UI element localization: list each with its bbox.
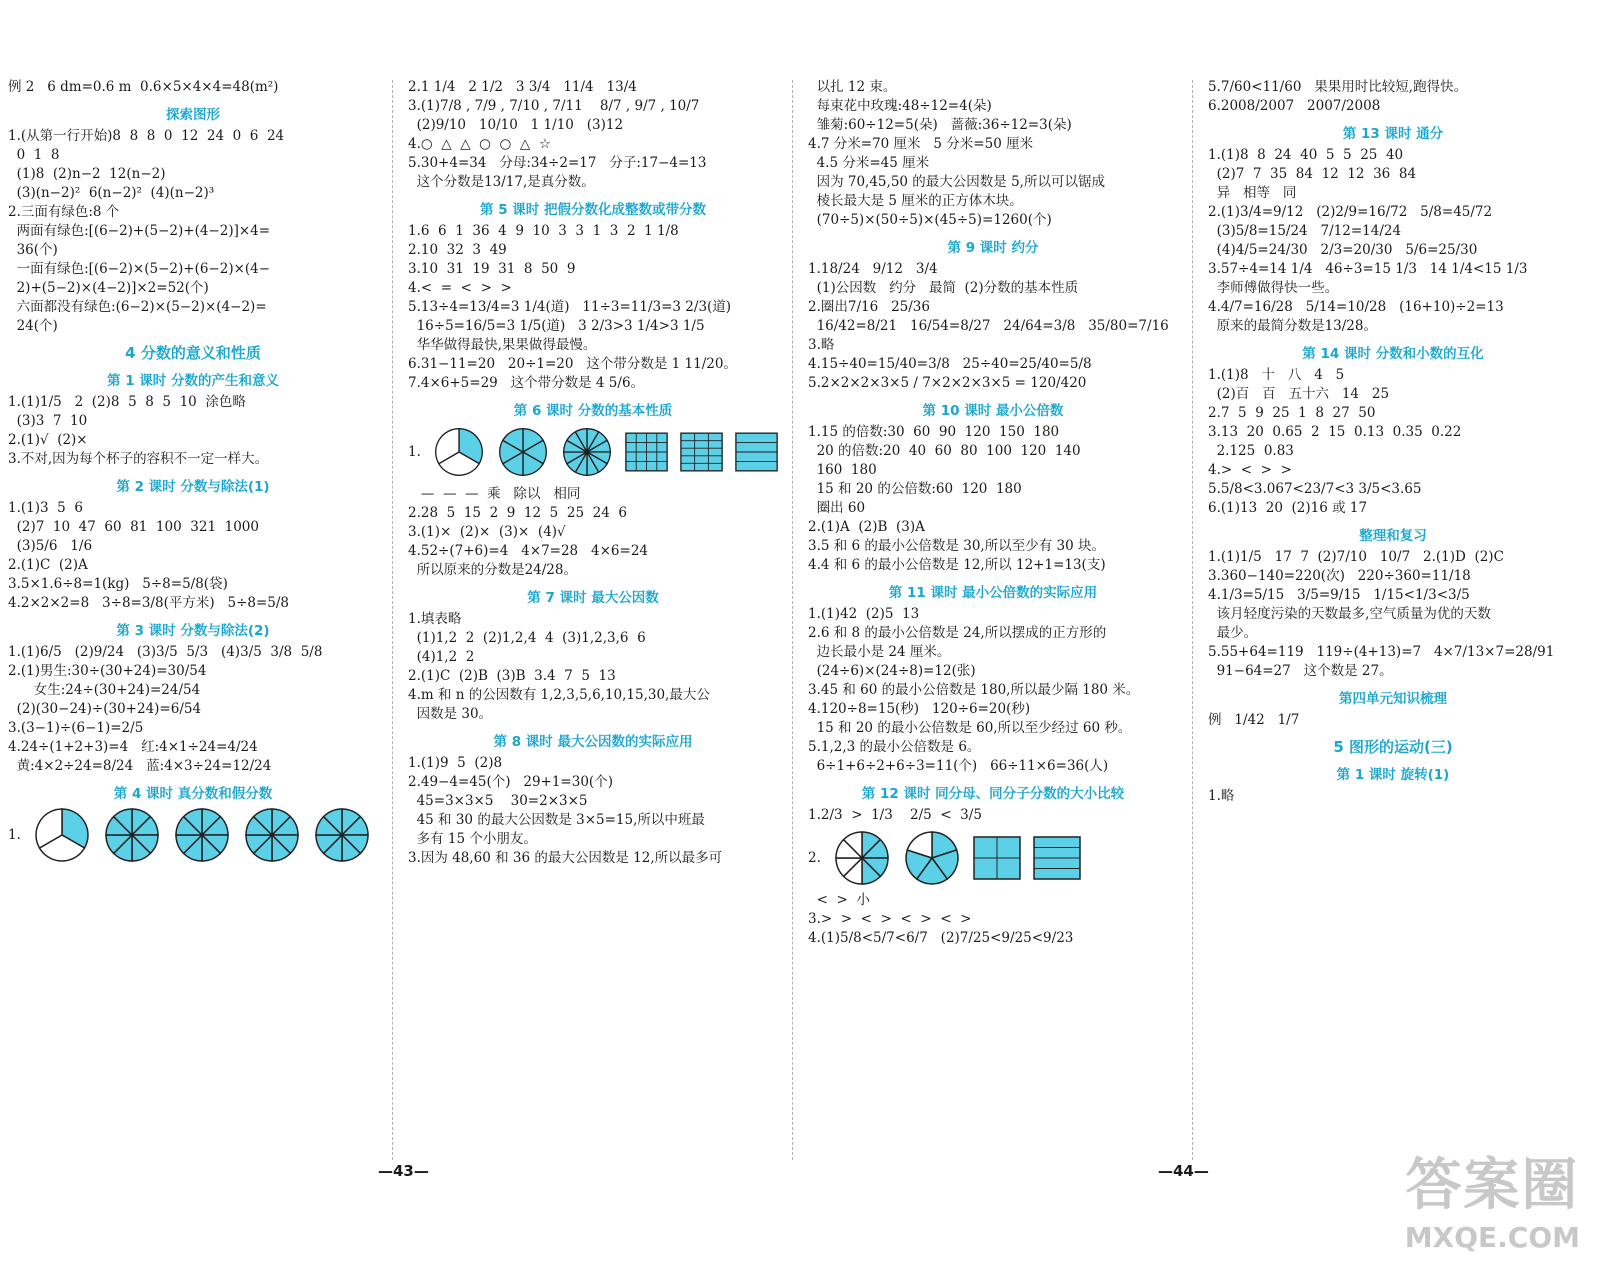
- answer-line: 24(个): [8, 318, 58, 334]
- answer-line: 2.(1)A (2)B (3)A: [808, 519, 925, 535]
- answer-line: (3)3 7 10: [8, 413, 88, 429]
- section-heading: 第 3 课时 分数与除法(2): [116, 623, 270, 639]
- answer-line: 3.5×1.6÷8=1(kg) 5÷8=5/8(袋): [8, 576, 228, 592]
- fraction-circle-figure: [903, 829, 961, 887]
- column-3: [808, 78, 1178, 1158]
- answer-line: 2.圈出7/16 25/36: [808, 299, 930, 315]
- answer-line: (1)公因数 约分 最简 (2)分数的基本性质: [808, 280, 1079, 296]
- answer-line: 16÷5=16/5=3 1/5(道) 3 2/3>3 1/4>3 1/5: [408, 318, 705, 334]
- fraction-circle-figure: [103, 806, 161, 864]
- watermark-url: MXQE.COM: [1404, 1221, 1580, 1254]
- answer-line: 黄:4×2÷24=8/24 蓝:4×3÷24=12/24: [8, 758, 272, 774]
- section-heading: 第 4 课时 真分数和假分数: [113, 786, 273, 802]
- answer-line: 以扎 12 束。: [808, 79, 897, 95]
- answer-line: (2)9/10 10/10 1 1/10 (3)12: [408, 117, 624, 133]
- answer-line: 1.(1)8 十 八 4 5: [1208, 367, 1345, 383]
- answer-line: 2.28 5 15 2 9 12 5 25 24 6: [408, 505, 627, 521]
- answer-line: 4.24÷(1+2+3)=4 红:4×1÷24=4/24: [8, 739, 258, 755]
- answer-line: (4)1,2 2: [408, 649, 475, 665]
- answer-line: 7.4×6+5=29 这个带分数是 4 5/6。: [408, 375, 645, 391]
- answer-line: 1.(1)42 (2)5 13: [808, 606, 920, 622]
- answer-line: 女生:24÷(30+24)=24/54: [8, 682, 201, 698]
- answer-line: 1.2/3 > 1/3 2/5 < 3/5: [808, 807, 982, 823]
- answer-line: 2.(1)男生:30÷(30+24)=30/54: [8, 663, 207, 679]
- answer-line: 这个分数是13/17,是真分数。: [408, 174, 595, 190]
- section-heading: 第 14 课时 分数和小数的互化: [1302, 346, 1484, 362]
- answer-line: 1.略: [1208, 788, 1235, 804]
- answer-line: 2.(1)√ (2)×: [8, 432, 88, 448]
- answer-line: 棱长最大是 5 厘米的正方体木块。: [808, 193, 1023, 209]
- answer-line: 3.13 20 0.65 2 15 0.13 0.35 0.22: [1208, 424, 1462, 440]
- answer-line: 4.○ △ △ ○ ○ △ ☆: [408, 136, 551, 152]
- answer-line: 例 2 6 dm=0.6 m 0.6×5×4×4=48(m²): [8, 79, 279, 95]
- answer-line: 3.10 31 19 31 8 50 9: [408, 261, 576, 277]
- page-number-left: —43—: [378, 1162, 429, 1180]
- answer-line: 3.360−140=220(次) 220÷360=11/18: [1208, 568, 1471, 584]
- answer-line: 2)+(5−2)×(4−2)]×2=52(个): [8, 280, 209, 296]
- section-heading: 第 6 课时 分数的基本性质: [513, 403, 673, 419]
- answer-line: 每束花中玫瑰:48÷12=4(朵): [808, 98, 992, 114]
- answer-line: 1.(从第一行开始)8 8 8 0 12 24 0 6 24: [8, 128, 285, 144]
- fraction-rect-figure: [680, 430, 723, 474]
- answer-line: 5.7/60<11/60 果果用时比较短,跑得快。: [1208, 79, 1468, 95]
- answer-line: 雏菊:60÷12=5(朵) 蔷薇:36÷12=3(朵): [808, 117, 1072, 133]
- answer-line: 2.49−4=45(个) 29+1=30(个): [408, 774, 613, 790]
- column-divider: [1192, 80, 1193, 1160]
- watermark-logo: [1405, 1141, 1580, 1254]
- answer-line: 15 和 20 的最小公倍数是 60,所以至少经过 60 秒。: [808, 720, 1132, 736]
- answer-line: 两面有绿色:[(6−2)+(5−2)+(4−2)]×4=: [8, 223, 271, 239]
- figure-label: 1.: [8, 827, 21, 843]
- page-number-right: —44—: [1158, 1162, 1209, 1180]
- answer-line: 5.2×2×2×3×5 / 7×2×2×3×5 = 120/420: [808, 375, 1087, 391]
- answer-line: 3.因为 48,60 和 36 的最大公因数是 12,所以最多可: [408, 850, 723, 866]
- answer-line: 多有 15 个小朋友。: [408, 831, 537, 847]
- answer-line: (1)1,2 2 (2)1,2,4 4 (3)1,2,3,6 6: [408, 630, 646, 646]
- watermark-text: 答案圈: [1405, 1153, 1580, 1218]
- answer-line: 2.(1)C (2)A: [8, 557, 88, 573]
- answer-line: 1.18/24 9/12 3/4: [808, 261, 938, 277]
- answer-line: (2)7 7 35 84 12 12 36 84: [1208, 166, 1417, 182]
- answer-line: 6.(1)13 20 (2)16 或 17: [1208, 500, 1368, 516]
- answer-line: 5.55+64=119 119÷(4+13)=7 4×7/13×7=28/91: [1208, 644, 1555, 660]
- answer-line: 3.略: [808, 337, 835, 353]
- section-heading: 第 7 课时 最大公因数: [527, 590, 659, 606]
- answer-line: (24÷6)×(24÷8)=12(张): [808, 663, 976, 679]
- answer-line: 4.4 和 6 的最小公倍数是 12,所以 12+1=13(支): [808, 557, 1106, 573]
- figure-label: 1.: [408, 444, 421, 460]
- answer-line: 一面有绿色:[(6−2)×(5−2)+(6−2)×(4−: [8, 261, 271, 277]
- answer-line: (3)5/8=15/24 7/12=14/24: [1208, 223, 1402, 239]
- answer-line: 异 相等 同: [1208, 185, 1297, 201]
- answer-line: 36(个): [8, 242, 58, 258]
- answer-line: 2.125 0.83: [1208, 443, 1294, 459]
- answer-line: 因为 70,45,50 的最大公因数是 5,所以可以锯成: [808, 174, 1105, 190]
- section-heading: 第 12 课时 同分母、同分子分数的大小比较: [861, 786, 1125, 802]
- answer-line: 3.不对,因为每个杯子的容积不一定一样大。: [8, 451, 269, 467]
- answer-line: 5.1,2,3 的最小公倍数是 6。: [808, 739, 981, 755]
- answer-line: 4.(1)5/8<5/7<6/7 (2)7/25<9/25<9/23: [808, 930, 1074, 946]
- answer-line: < > 小: [808, 892, 870, 908]
- answer-line: (2)百 百 五十六 14 25: [1208, 386, 1390, 402]
- answer-line: 4.7 分米=70 厘米 5 分米=50 厘米: [808, 136, 1034, 152]
- answer-line: 3.57÷4=14 1/4 46÷3=15 1/3 14 1/4<15 1/3: [1208, 261, 1528, 277]
- answer-line: 所以原来的分数是24/28。: [408, 562, 577, 578]
- fraction-circle-figure: [33, 806, 91, 864]
- answer-line: 45 和 30 的最大公因数是 3×5=15,所以中班最: [408, 812, 705, 828]
- answer-line: 3.5 和 6 的最小公倍数是 30,所以至少有 30 块。: [808, 538, 1105, 554]
- answer-line: 4.15÷40=15/40=3/8 25÷40=25/40=5/8: [808, 356, 1092, 372]
- answer-line: 4.52÷(7+6)=4 4×7=28 4×6=24: [408, 543, 649, 559]
- answer-line: — — — 乘 除以 相同: [408, 486, 581, 502]
- section-heading: 第 5 课时 把假分数化成整数或带分数: [480, 202, 706, 218]
- answer-line: 1.填表略: [408, 611, 462, 627]
- answer-line: 1.(1)8 8 24 40 5 5 25 40: [1208, 147, 1404, 163]
- answer-line: 4.< = < > >: [408, 280, 512, 296]
- answer-line: 4.5 分米=45 厘米: [808, 155, 930, 171]
- answer-line: 3.45 和 60 的最小公倍数是 180,所以最少隔 180 米。: [808, 682, 1140, 698]
- fraction-circle-figure: [313, 806, 371, 864]
- answer-line: (1)8 (2)n−2 12(n−2): [8, 166, 166, 182]
- section-heading: 探索图形: [166, 107, 220, 123]
- answer-line: 李师傅做得快一些。: [1208, 280, 1339, 296]
- answer-line: 3.(1)7/8 , 7/9 , 7/10 , 7/11 8/7 , 9/7 , 10/7: [408, 98, 700, 114]
- answer-line: 边长最小是 24 厘米。: [808, 644, 951, 660]
- fraction-rect-figure: [735, 430, 778, 474]
- figure-row: [408, 423, 778, 481]
- answer-line: (4)4/5=24/30 2/3=20/30 5/6=25/30: [1208, 242, 1478, 258]
- section-heading: 第 8 课时 最大公因数的实际应用: [493, 734, 693, 750]
- answer-line: 91−64=27 这个数是 27。: [1208, 663, 1393, 679]
- column-2: [408, 78, 778, 1158]
- answer-line: 华华做得最快,果果做得最慢。: [408, 337, 597, 353]
- answer-line: 圈出 60: [808, 500, 866, 516]
- column-4: [1208, 78, 1578, 1158]
- answer-line: 4.1/3=5/15 3/5=9/15 1/15<1/3<3/5: [1208, 587, 1470, 603]
- answer-line: 1.(1)3 5 6: [8, 500, 83, 516]
- answer-line: 最少。: [1208, 625, 1258, 641]
- figure-label: 2.: [808, 850, 821, 866]
- answer-line: (2)7 10 47 60 81 100 321 1000: [8, 519, 259, 535]
- answer-line: 2.1 1/4 2 1/2 3 3/4 11/4 13/4: [408, 79, 637, 95]
- answer-line: 3.(3−1)÷(6−1)=2/5: [8, 720, 144, 736]
- fraction-rect-figure: [625, 430, 668, 474]
- fraction-rect-figure: [1033, 836, 1081, 880]
- fraction-circle-figure: [173, 806, 231, 864]
- fraction-rect-figure: [973, 836, 1021, 880]
- section-heading: 4 分数的意义和性质: [125, 344, 261, 362]
- answer-line: 16/42=8/21 16/54=8/27 24/64=3/8 35/80=7/16: [808, 318, 1169, 334]
- answer-line: 2.10 32 3 49: [408, 242, 507, 258]
- fraction-circle-figure: [243, 806, 301, 864]
- answer-line: 4.> < > >: [1208, 462, 1292, 478]
- fraction-circle-figure: [561, 423, 613, 481]
- answer-line: 1.(1)6/5 (2)9/24 (3)3/5 5/3 (4)3/5 3/8 5/8: [8, 644, 323, 660]
- answer-line: 45=3×3×5 30=2×3×5: [408, 793, 588, 809]
- section-heading: 第 10 课时 最小公倍数: [922, 403, 1064, 419]
- answer-line: 5.30+4=34 分母:34÷2=17 分子:17−4=13: [408, 155, 707, 171]
- section-heading: 第 9 课时 约分: [947, 240, 1039, 256]
- answer-line: 6.31−11=20 20÷1=20 这个带分数是 1 11/20。: [408, 356, 737, 372]
- section-heading: 第 13 课时 通分: [1342, 126, 1444, 142]
- answer-line: 0 1 8: [8, 147, 60, 163]
- answer-line: 该月轻度污染的天数最多,空气质量为优的天数: [1208, 606, 1491, 622]
- figure-row: [808, 829, 1178, 887]
- section-heading: 第 11 课时 最小公倍数的实际应用: [888, 585, 1098, 601]
- section-heading: 第 1 课时 分数的产生和意义: [107, 373, 279, 389]
- page-gutter: [792, 80, 793, 1160]
- answer-line: 6÷1+6÷2+6÷3=11(个) 66÷11×6=36(人): [808, 758, 1109, 774]
- answer-line: 4.m 和 n 的公因数有 1,2,3,5,6,10,15,30,最大公: [408, 687, 710, 703]
- answer-line: 因数是 30。: [408, 706, 493, 722]
- fraction-circle-figure: [833, 829, 891, 887]
- answer-line: (3)5/6 1/6: [8, 538, 93, 554]
- answer-line: (2)(30−24)÷(30+24)=6/54: [8, 701, 202, 717]
- answer-line: 2.6 和 8 的最小公倍数是 24,所以摆成的正方形的: [808, 625, 1107, 641]
- answer-line: 4.120÷8=15(秒) 120÷6=20(秒): [808, 701, 1031, 717]
- answer-line: 3.(1)× (2)× (3)× (4)√: [408, 524, 566, 540]
- answer-line: 2.三面有绿色:8 个: [8, 204, 120, 220]
- answer-line: 4.2×2×2=8 3÷8=3/8(平方米) 5÷8=5/8: [8, 595, 290, 611]
- answer-line: 原来的最简分数是13/28。: [1208, 318, 1377, 334]
- answer-line: 例 1/42 1/7: [1208, 712, 1300, 728]
- section-heading: 整理和复习: [1359, 528, 1427, 544]
- answer-line: 2.7 5 9 25 1 8 27 50: [1208, 405, 1376, 421]
- answer-line: 1.15 的倍数:30 60 90 120 150 180: [808, 424, 1060, 440]
- column-1: [8, 78, 378, 1158]
- answer-line: 1.6 6 1 36 4 9 10 3 3 1 3 2 1 1/8: [408, 223, 679, 239]
- answer-line: 1.(1)1/5 17 7 (2)7/10 10/7 2.(1)D (2)C: [1208, 549, 1504, 565]
- section-heading: 第 1 课时 旋转(1): [1336, 767, 1450, 783]
- answer-line: 5.5/8<3.067<23/7<3 3/5<3.65: [1208, 481, 1422, 497]
- fraction-circle-figure: [497, 423, 549, 481]
- answer-line: 3.> > < > < > < >: [808, 911, 972, 927]
- answer-line: 5.13÷4=13/4=3 1/4(道) 11÷3=11/3=3 2/3(道): [408, 299, 732, 315]
- column-divider: [392, 80, 393, 1160]
- answer-line: (3)(n−2)² 6(n−2)² (4)(n−2)³: [8, 185, 215, 201]
- answer-line: 1.(1)9 5 (2)8: [408, 755, 503, 771]
- answer-line: 160 180: [808, 462, 877, 478]
- section-heading: 第 2 课时 分数与除法(1): [116, 479, 270, 495]
- answer-line: 2.(1)3/4=9/12 (2)2/9=16/72 5/8=45/72: [1208, 204, 1493, 220]
- section-heading: 5 图形的运动(三): [1333, 738, 1453, 756]
- rect-fill: [681, 433, 722, 471]
- figure-row: [8, 806, 378, 864]
- section-heading: 第四单元知识梳理: [1339, 691, 1447, 707]
- answer-line: 4.4/7=16/28 5/14=10/28 (16+10)÷2=13: [1208, 299, 1504, 315]
- answer-line: 6.2008/2007 2007/2008: [1208, 98, 1381, 114]
- answer-line: (70÷5)×(50÷5)×(45÷5)=1260(个): [808, 212, 1052, 228]
- answer-line: 20 的倍数:20 40 60 80 100 120 140: [808, 443, 1081, 459]
- answer-line: 2.(1)C (2)B (3)B 3.4 7 5 13: [408, 668, 616, 684]
- fraction-circle-figure: [433, 423, 485, 481]
- answer-line: 六面都没有绿色:(6−2)×(5−2)×(4−2)=: [8, 299, 267, 315]
- answer-line: 1.(1)1/5 2 (2)8 5 8 5 10 涂色略: [8, 394, 246, 410]
- answer-line: 15 和 20 的公倍数:60 120 180: [808, 481, 1022, 497]
